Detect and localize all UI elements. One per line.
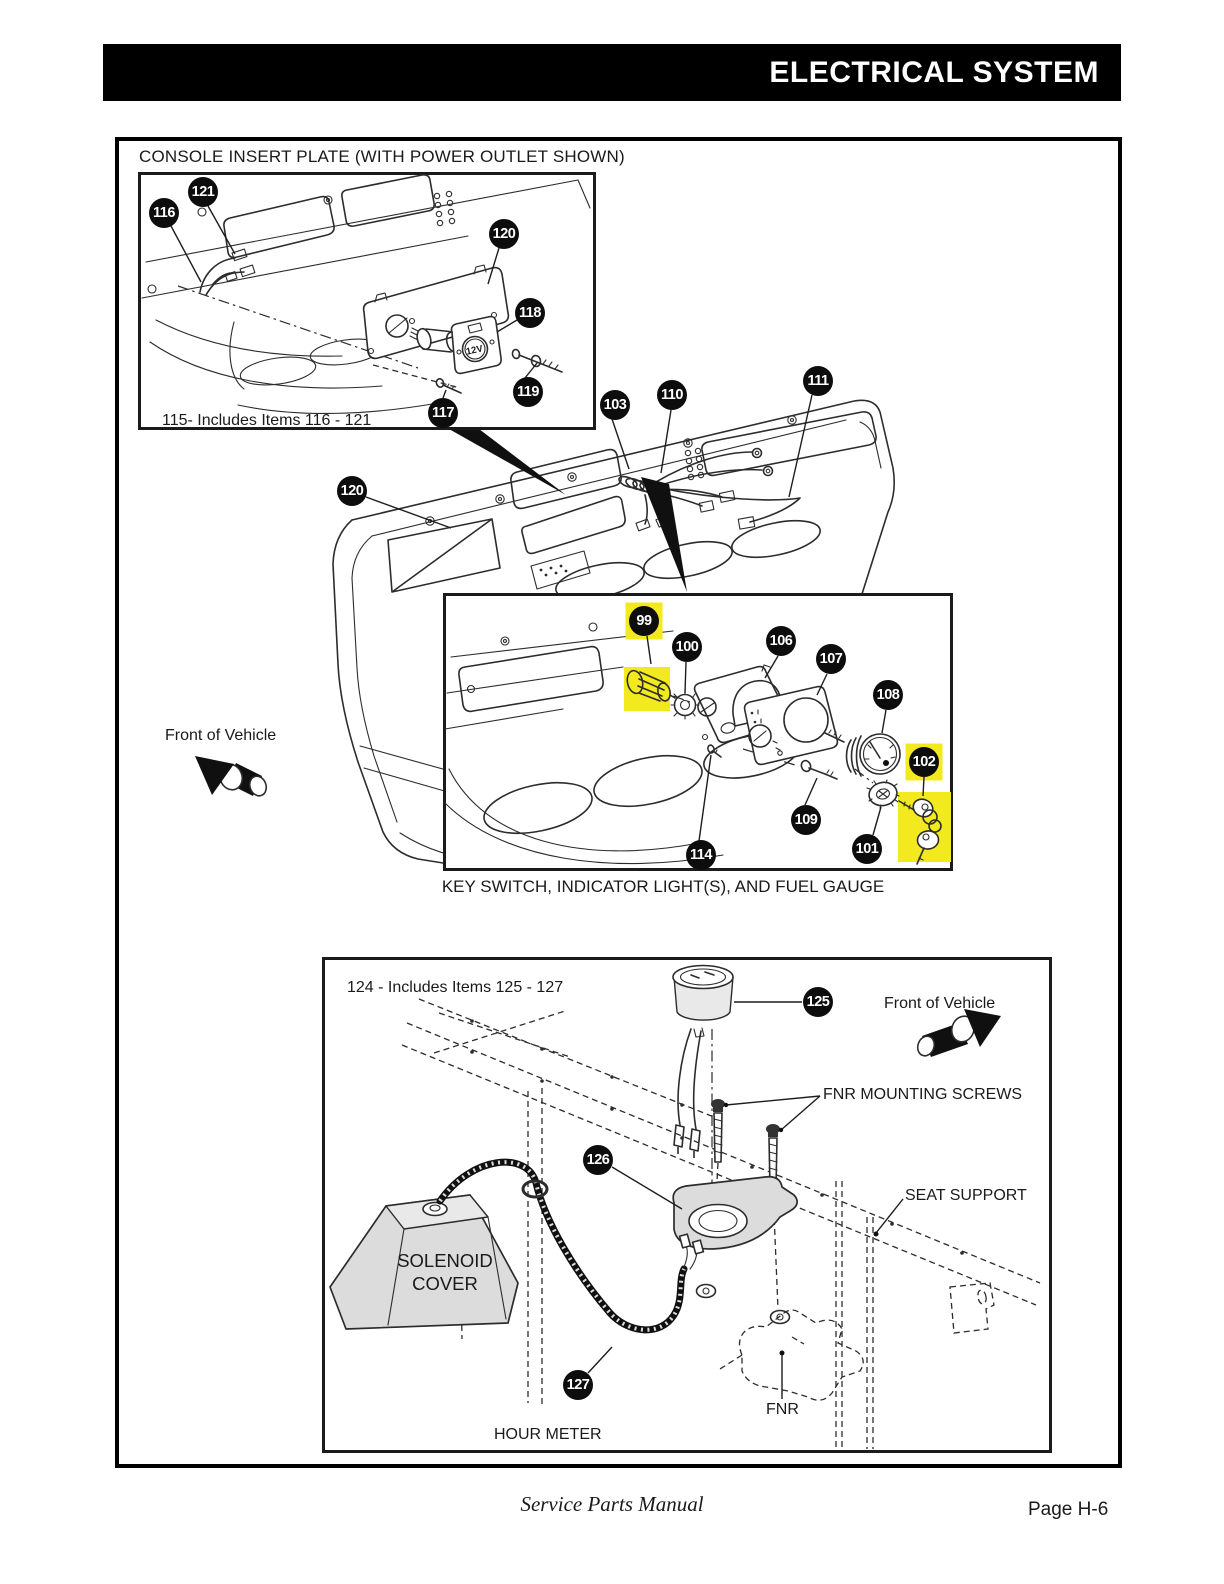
- front-of-vehicle-label-right: Front of Vehicle: [884, 995, 996, 1012]
- callout-99: 99: [629, 606, 659, 636]
- footer-manual-title: Service Parts Manual: [520, 1492, 704, 1516]
- callout-121: 121: [188, 177, 218, 207]
- screw-117-drawing: [435, 378, 461, 393]
- keyswitch-drawing: [443, 593, 953, 871]
- callout-110: 110: [657, 380, 687, 410]
- inset-title: CONSOLE INSERT PLATE (WITH POWER OUTLET SHOWN): [139, 147, 625, 166]
- fnr-label: FNR: [766, 1401, 799, 1418]
- callout-126: 126: [583, 1145, 613, 1175]
- front-of-vehicle-arrow-right-icon: [915, 1009, 1001, 1058]
- seat-support-leader: [876, 1199, 903, 1233]
- console-insert-panel: [138, 172, 596, 430]
- keyswitch-caption: KEY SWITCH, INDICATOR LIGHT(S), AND FUEL GAUGE: [441, 877, 885, 896]
- callout-107: 107: [816, 644, 846, 674]
- fnr-mounting-screws-label: FNR MOUNTING SCREWS: [823, 1086, 1023, 1103]
- callout-117: 117: [428, 398, 458, 428]
- outlet-12v-label: 12V: [465, 343, 484, 358]
- callout-116: 116: [149, 198, 179, 228]
- meter-wires: [678, 1029, 701, 1129]
- callout-102: 102: [909, 747, 939, 777]
- footer-page-number: Page H-6: [1028, 1499, 1109, 1520]
- solenoid-cover-label: [370, 1249, 520, 1295]
- callout-100: 100: [672, 632, 702, 662]
- seat-support-label: SEAT SUPPORT: [905, 1187, 1027, 1204]
- note-124: 124 - Includes Items 125 - 127: [347, 979, 564, 996]
- solenoid-cover-label-line2: COVER: [412, 1273, 478, 1294]
- callout-108: 108: [873, 680, 903, 710]
- hour-meter-125-drawing: [673, 966, 802, 1038]
- hour-meter-drawing: [322, 957, 1052, 1453]
- callout-120-console: 120: [337, 476, 367, 506]
- harness-wires-116-121: [200, 249, 255, 295]
- callout-101: 101: [852, 834, 882, 864]
- inset-note-115: 115- Includes Items 116 - 121: [162, 412, 372, 429]
- page-title: ELECTRICAL SYSTEM: [769, 55, 1099, 89]
- callout-114: 114: [686, 840, 716, 870]
- hour-meter-panel: [322, 957, 1052, 1453]
- callout-109: 109: [791, 805, 821, 835]
- console-background: [445, 623, 802, 864]
- callout-118: 118: [515, 298, 545, 328]
- solenoid-cover-label-line1: SOLENOID: [397, 1250, 493, 1271]
- bracket-126-drawing: [673, 1177, 797, 1249]
- callout-119: 119: [513, 377, 543, 407]
- callout-111: 111: [803, 366, 833, 396]
- callout-106: 106: [766, 626, 796, 656]
- callout-leaders: [588, 1167, 682, 1373]
- callout-120-inset: 120: [489, 219, 519, 249]
- front-of-vehicle-label-left: Front of Vehicle: [165, 727, 277, 744]
- callout-125: 125: [803, 987, 833, 1017]
- nut-100-drawing: [671, 691, 699, 719]
- axis-to-screw: [373, 365, 460, 388]
- screw-119-drawing: [512, 349, 562, 372]
- hour-meter-label: HOUR METER: [494, 1426, 602, 1443]
- pointer-wedge-inset: [449, 429, 566, 495]
- retainer-nut-101-drawing: [867, 780, 899, 808]
- screw-109-drawing: [800, 759, 837, 779]
- callout-103: 103: [600, 390, 630, 420]
- callout-127: 127: [563, 1370, 593, 1400]
- keyswitch-panel: [443, 593, 953, 871]
- fuel-gauge-108-drawing: [847, 734, 901, 776]
- display-dots: [540, 565, 568, 577]
- wiring-harness: [618, 449, 800, 531]
- front-of-vehicle-arrow-left-icon: [195, 756, 269, 798]
